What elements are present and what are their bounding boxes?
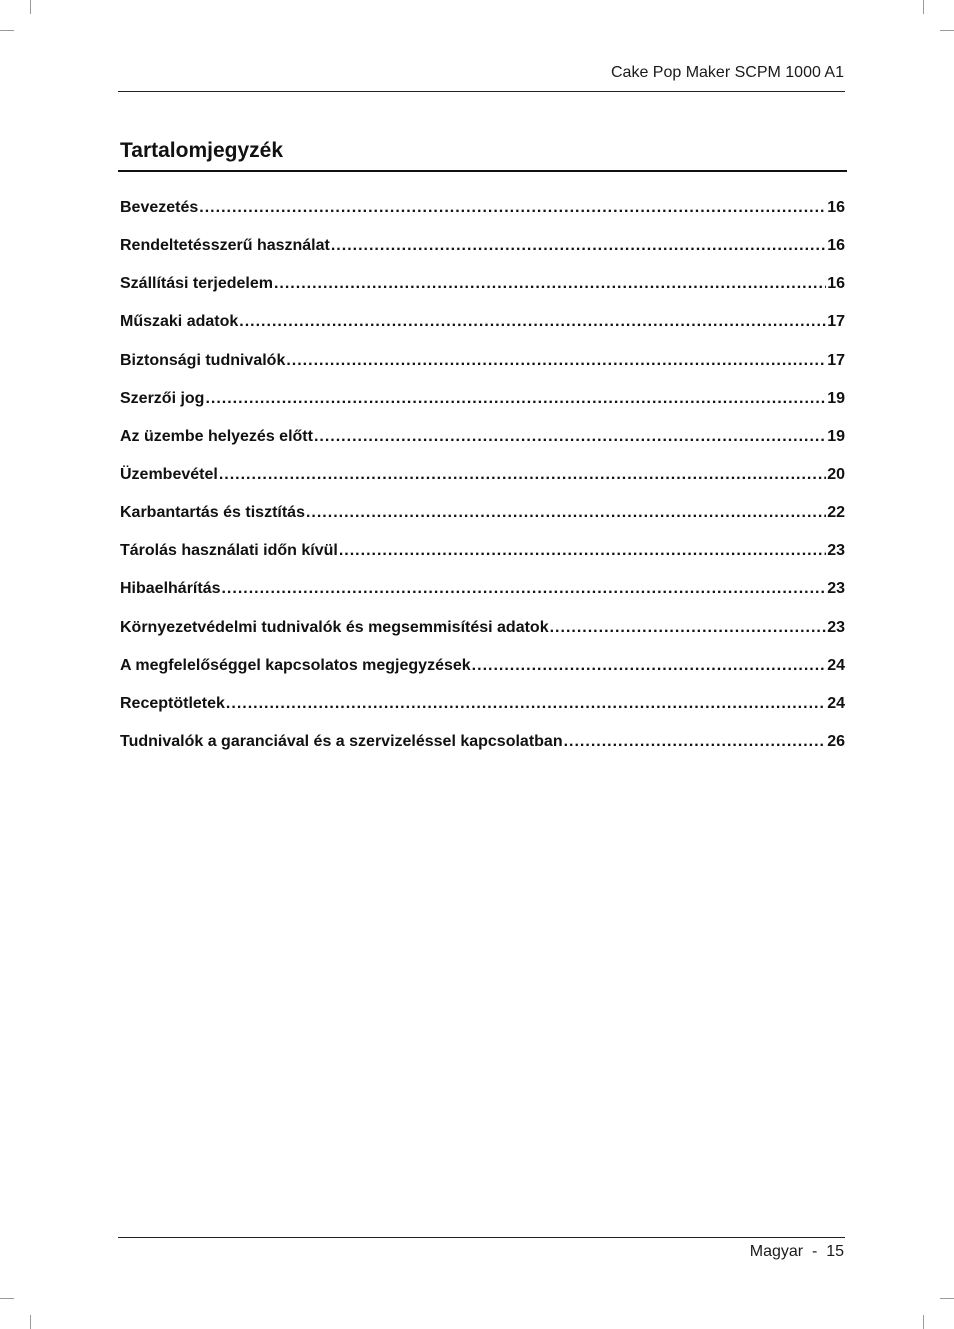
toc-entry[interactable] <box>120 199 845 237</box>
toc-dot-leader <box>286 352 826 370</box>
toc-entry-page: 22 <box>827 504 845 522</box>
toc-dot-leader <box>199 199 826 217</box>
crop-mark-left-top <box>0 30 14 31</box>
toc-dot-leader <box>205 390 826 408</box>
toc-entry[interactable] <box>120 695 845 733</box>
toc-entry-label: Az üzembe helyezés előtt <box>120 427 313 445</box>
toc-entry-page: 23 <box>827 618 845 636</box>
title-divider <box>118 170 847 172</box>
crop-mark-bottom-left <box>30 1315 31 1329</box>
toc-dot-leader <box>219 466 826 484</box>
crop-mark-bottom-right <box>923 1315 924 1329</box>
toc-entry[interactable] <box>120 237 845 275</box>
toc-entry-page: 24 <box>827 656 845 674</box>
toc-entry-label: Tárolás használati időn kívül <box>120 542 338 560</box>
toc-entry-label: Karbantartás és tisztítás <box>120 504 305 522</box>
toc-entry-page: 24 <box>827 694 845 712</box>
toc-dot-leader <box>339 542 826 560</box>
toc-entry[interactable] <box>120 275 845 313</box>
toc-dot-leader <box>226 695 826 713</box>
toc-entry-label: Rendeltetésszerű használat <box>120 237 330 255</box>
toc-entry-page: 16 <box>827 275 845 293</box>
toc-dot-leader <box>564 733 827 751</box>
crop-mark-right-top <box>940 30 954 31</box>
crop-mark-top-left <box>30 0 31 14</box>
toc-entry[interactable] <box>120 542 845 580</box>
toc-entry-label: Szerzői jog <box>120 389 205 407</box>
toc-entry-page: 19 <box>827 389 845 407</box>
crop-mark-left-bottom <box>0 1298 14 1299</box>
toc-entry-label: Biztonsági tudnivalók <box>120 351 286 369</box>
toc-entry[interactable] <box>120 733 845 771</box>
toc-entry-page: 19 <box>827 427 845 445</box>
crop-mark-right-bottom <box>940 1298 954 1299</box>
toc-dot-leader <box>550 619 827 637</box>
toc-entry-label: Üzembevétel <box>120 465 218 483</box>
toc-entry-page: 23 <box>827 580 845 598</box>
toc-entry-label: Hibaelhárítás <box>120 580 221 598</box>
toc-entry-page: 17 <box>827 313 845 331</box>
toc-entry-page: 16 <box>827 237 845 255</box>
toc-entry-page: 20 <box>827 465 845 483</box>
toc-dot-leader <box>274 275 826 293</box>
page-footer: Magyar - 15 <box>749 1243 844 1260</box>
toc-entry-label: Műszaki adatok <box>120 313 239 331</box>
toc-entry[interactable] <box>120 619 845 657</box>
toc-entry[interactable] <box>120 504 845 542</box>
running-header: Cake Pop Maker SCPM 1000 A1 <box>610 64 844 81</box>
toc-entry-label: A megfelelőséggel kapcsolatos megjegyzések <box>120 656 471 674</box>
toc-entry-label: Bevezetés <box>120 199 199 216</box>
toc-entry[interactable] <box>120 352 845 390</box>
toc-entry-label: Tudnivalók a garanciával és a szervizeléssel kapcsolatban <box>120 732 563 750</box>
crop-mark-top-right <box>923 0 924 14</box>
toc-entry[interactable] <box>120 580 845 618</box>
toc-entry[interactable] <box>120 428 845 466</box>
toc-title: Tartalomjegyzék <box>120 139 284 162</box>
toc-entry[interactable] <box>120 390 845 428</box>
toc-entry[interactable] <box>120 657 845 695</box>
toc-entry-page: 16 <box>827 199 845 216</box>
toc-dot-leader <box>306 504 826 522</box>
toc-dot-leader <box>331 237 826 255</box>
toc-entry-page: 17 <box>827 351 845 369</box>
toc-list <box>120 199 845 771</box>
toc-dot-leader <box>239 313 826 331</box>
toc-entry-label: Receptötletek <box>120 694 225 712</box>
toc-dot-leader <box>221 580 826 598</box>
toc-entry-page: 23 <box>827 542 845 560</box>
toc-dot-leader <box>472 657 827 675</box>
toc-entry[interactable] <box>120 313 845 351</box>
toc-entry-label: Környezetvédelmi tudnivalók és megsemmisítési adatok <box>120 618 549 636</box>
header-divider <box>118 91 845 92</box>
toc-entry[interactable] <box>120 466 845 504</box>
footer-divider <box>118 1237 845 1238</box>
toc-entry-page: 26 <box>827 732 845 750</box>
toc-entry-label: Szállítási terjedelem <box>120 275 273 293</box>
toc-dot-leader <box>314 428 826 446</box>
